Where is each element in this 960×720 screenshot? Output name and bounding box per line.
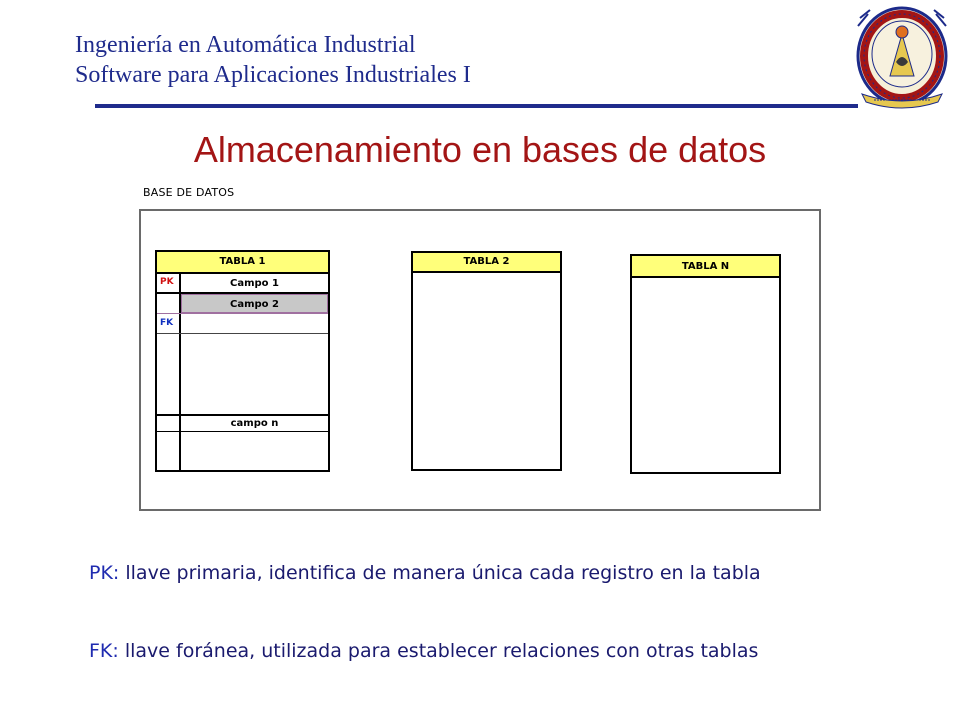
- table-1-header: TABLA 1: [157, 252, 328, 274]
- legend-pk-abbr: PK:: [89, 562, 120, 584]
- legend-fk-abbr: FK:: [89, 640, 119, 662]
- field-campo-1: Campo 1: [230, 278, 279, 289]
- fk-marker: FK: [160, 318, 174, 328]
- program-name: Ingeniería en Automática Industrial: [75, 32, 416, 58]
- database-label: BASE DE DATOS: [143, 186, 235, 199]
- legend-fk: [89, 638, 849, 665]
- pk-marker: PK: [160, 277, 174, 287]
- row-divider: [157, 313, 328, 314]
- slide-title: Almacenamiento en bases de datos: [193, 129, 767, 170]
- legend-fk-text: llave foránea, utilizada para establecer relaciones con otras tablas: [118, 640, 759, 662]
- course-name: Software para Aplicaciones Industriales I: [75, 62, 471, 88]
- table-2-header: TABLA 2: [413, 253, 560, 273]
- field-campo-n: campo n: [230, 418, 279, 429]
- legend-pk: [89, 560, 849, 587]
- university-seal-icon: [852, 4, 952, 112]
- header-title-block: [75, 30, 471, 90]
- legend-pk-text: llave primaria, identifica de manera única cada registro en la tabla: [119, 562, 761, 584]
- header-divider: [95, 104, 858, 108]
- table-2: [411, 251, 562, 471]
- row-divider: [157, 333, 328, 334]
- row-divider: [157, 431, 328, 432]
- table-1: [155, 250, 330, 472]
- field-campo-2: Campo 2: [181, 294, 328, 313]
- table-n-header: TABLA N: [632, 256, 779, 278]
- table-n: [630, 254, 781, 474]
